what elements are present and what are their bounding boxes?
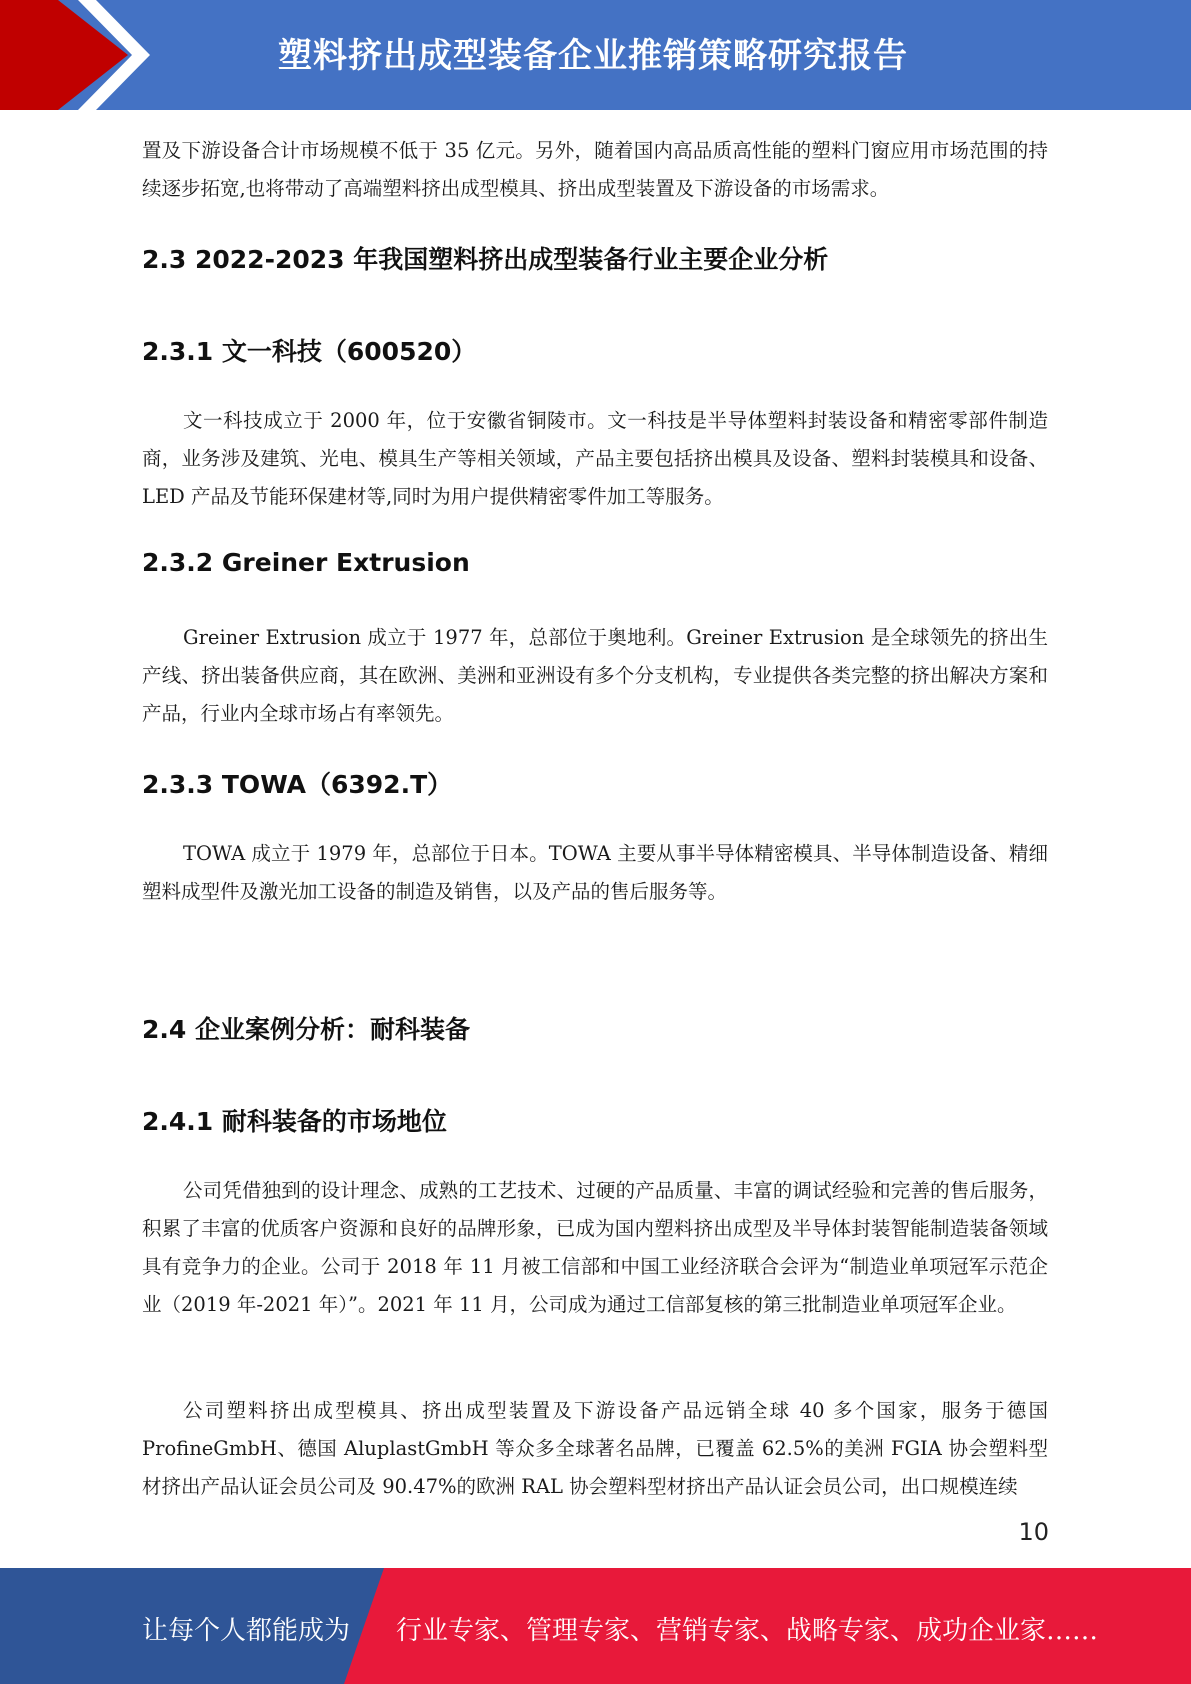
section-heading-2-3-1: 2.3.1 文一科技（600520） bbox=[142, 337, 477, 366]
naike-paragraph-2-block bbox=[142, 1392, 1048, 1506]
section-heading-2-3: 2.3 2022-2023 年我国塑料挤出成型装备行业主要企业分析 bbox=[142, 245, 829, 274]
footer-slogan-left: 让每个人都能成为 bbox=[142, 1616, 351, 1646]
section-heading-2-3-3: 2.3.3 TOWA（6392.T） bbox=[142, 770, 453, 799]
naike-paragraph-1: 公司凭借独到的设计理念、成熟的工艺技术、过硬的产品质量、丰富的调试经验和完善的售后服务，积累了丰富的优质客户资源和良好的品牌形象，已成为国内塑料挤出成型及半导体封装智能制造装备领域具有竞争力的企业。公司于 2018 年 11 月被工信部和中国工业经济联合会评为“制造业单项冠军示范企业（2019 年-2021 年）”。2021 年 11 月，公司成为通过工信部复核的第三批制造业单项冠军企业。 bbox=[142, 1179, 1048, 1316]
section-heading-2-3-2: 2.3.2 Greiner Extrusion bbox=[142, 548, 470, 577]
wenyi-paragraph-block bbox=[142, 402, 1048, 516]
section-heading-2-4: 2.4 企业案例分析：耐科装备 bbox=[142, 1015, 470, 1044]
greiner-paragraph-block bbox=[142, 619, 1048, 733]
footer-slogan-right: 行业专家、管理专家、营销专家、战略专家、成功企业家…… bbox=[396, 1616, 1099, 1646]
naike-paragraph-2: 公司塑料挤出成型模具、挤出成型装置及下游设备产品远销全球 40 多个国家，服务于德国 ProfineGmbH、德国 AluplastGmbH 等众多全球著名品牌，已覆盖 62.5%的美洲 FGIA 协会塑料型材挤出产品认证会员公司及 90.47%的欧洲 RAL 协会塑料型材挤出产品认证会员公司，出口规模连续 bbox=[142, 1399, 1048, 1498]
naike-paragraph-1-block bbox=[142, 1172, 1048, 1324]
greiner-paragraph: Greiner Extrusion 成立于 1977 年，总部位于奥地利。Greiner Extrusion 是全球领先的挤出生产线、挤出装备供应商，其在欧洲、美洲和亚洲设有多个分支机构，专业提供各类完整的挤出解决方案和产品，行业内全球市场占有率领先。 bbox=[142, 626, 1048, 725]
towa-paragraph: TOWA 成立于 1979 年，总部位于日本。TOWA 主要从事半导体精密模具、半导体制造设备、精细塑料成型件及激光加工设备的制造及销售，以及产品的售后服务等。 bbox=[142, 842, 1048, 903]
intro-paragraph: 置及下游设备合计市场规模不低于 35 亿元。另外，随着国内高品质高性能的塑料门窗应用市场范围的持续逐步拓宽,也将带动了高端塑料挤出成型模具、挤出成型装置及下游设备的市场需求。 bbox=[142, 139, 1048, 200]
report-footer-banner bbox=[0, 1568, 1191, 1684]
header-arrow-icon bbox=[0, 0, 260, 110]
report-header-banner bbox=[0, 0, 1191, 110]
intro-paragraph-block bbox=[142, 132, 1048, 208]
section-heading-2-4-1: 2.4.1 耐科装备的市场地位 bbox=[142, 1107, 447, 1136]
towa-paragraph-block bbox=[142, 835, 1048, 911]
wenyi-paragraph: 文一科技成立于 2000 年，位于安徽省铜陵市。文一科技是半导体塑料封装设备和精密零部件制造商，业务涉及建筑、光电、模具生产等相关领域，产品主要包括挤出模具及设备、塑料封装模具和设备、LED 产品及节能环保建材等,同时为用户提供精密零件加工等服务。 bbox=[142, 409, 1048, 508]
page-number: 10 bbox=[1018, 1518, 1049, 1546]
report-title: 塑料挤出成型装备企业推销策略研究报告 bbox=[278, 36, 908, 76]
